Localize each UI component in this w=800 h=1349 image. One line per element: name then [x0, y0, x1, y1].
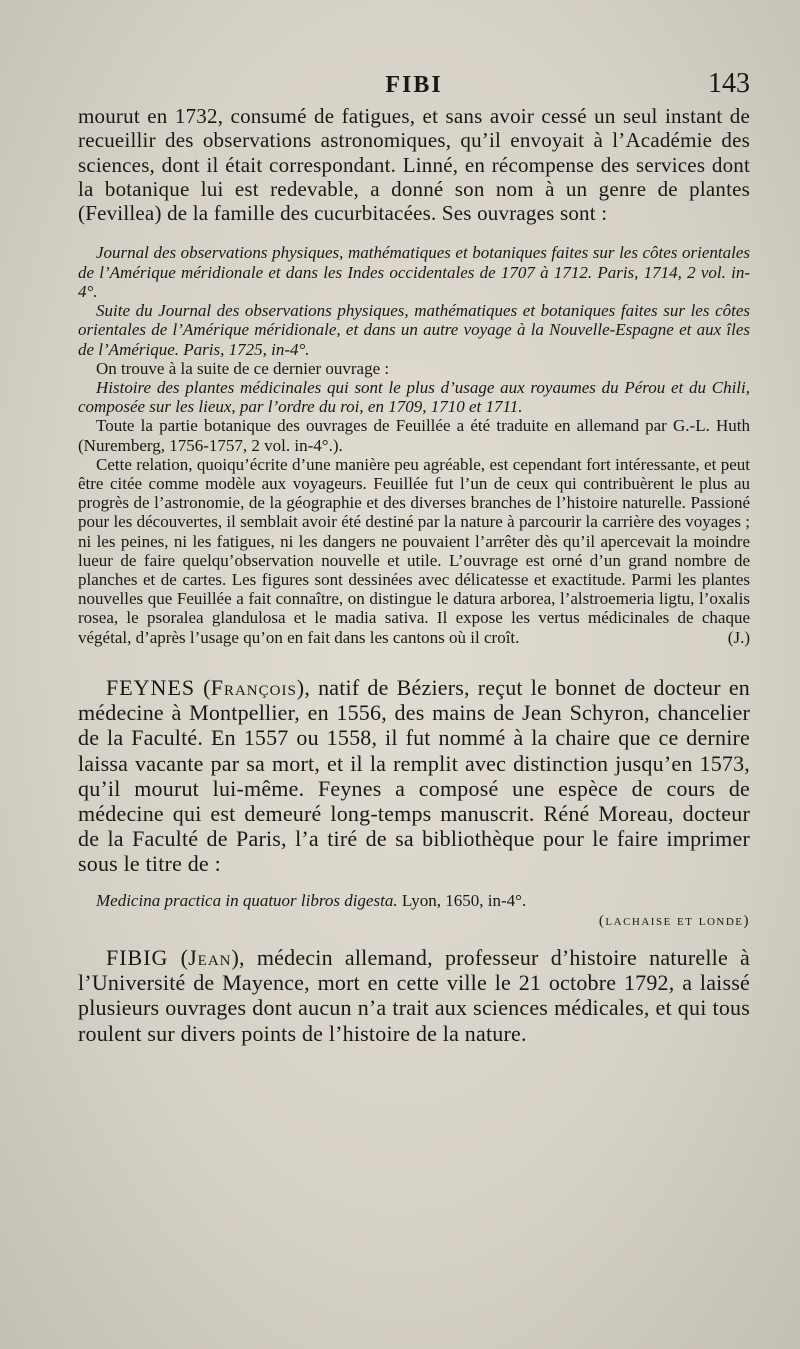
entry-name-fibig: FIBIG	[106, 944, 169, 970]
work-entry-histoire: Histoire des plantes médicinales qui sont le plus d’usage aux royaumes du Pérou et du Chili, composée sur les lieux, par l’ordre du roi, en 1709, 1710 et 1711.	[78, 377, 750, 417]
work-entry-commentary: Cette relation, quoiqu’écrite d’une manière peu agréable, est cependant fort intéressante, et peut être citée comme modèle aux voyageurs. Feuillée fut l’un de ceux qui contribuèrent le plus au progrès de l’astronomie, de la géographie et des diverses branches de l’histoire naturelle. Passioné pour les découvertes, il semblait avoir été destiné par la nature à parcourir la carrière des voyages ; ni les peines, ni les fatigues, ni les dangers ne pouvaient l’arrêter dès qu’il apercevait la moindre lueur de faire quelqu’observation nouvelle et utile. L’ouvrage est orné d’un grand nombre de planches et de cartes. Les figures sont dessinées avec délicatesse et exactitude. Parmi les plantes nouvelles que Feuillée a fait connaître, on distingue le datura arborea, l’alstroemeria ligtu, l’oxalis rosea, le psoralea glandulosa et le madia sativa. Il expose les vertus médicinales de chaque végétal, d’après l’usage qu’on en fait dans les cantons où il croît.	[78, 454, 750, 647]
entry-fibig: FIBIG (Jean), médecin allemand, professeur d’histoire naturelle à l’Université de Mayence, mort en cette ville le 21 octobre 1792, a laissé plusieurs ouvrages dont aucun n’a trait aux sciences médicales, et qui tous roulent sur divers points de l’histoire de la nature.	[78, 944, 750, 1046]
feynes-authors: (lachaise et londe)	[598, 912, 750, 929]
feynes-work	[78, 891, 750, 910]
feuillee-continuation-paragraph: mourut en 1732, consumé de fatigues, et sans avoir cessé un seul instant de recueillir des observations astronomiques, qu’il envoyait à l’Académie des sciences, dont il était correspondant. Linné, en récompense des services dont la botanique lui est redevable, a donné son nom à un genre de plantes (Fevillea) de la famille des cucurbitacées. Ses ouvrages sont :	[78, 104, 750, 226]
entry-forename-fibig: Jean	[188, 944, 232, 970]
entry-text-feynes: , natif de Béziers, reçut le bonnet de docteur en médecine à Montpellier, en 1556, des mains de Jean Schyron, chancelier de la Faculté. En 1557 ou 1558, il fut nommé à la chaire que ce dernire laissa vacante par sa mort, et il la remplit avec distinction jusqu’en 1573, qu’il mourut lui-même. Feynes a composé une espèce de cours de médecine qui est demeuré long-temps manuscrit. Réné Moreau, docteur de la Faculté de Paris, l’a tiré de sa bibliothèque pour le faire imprimer sous le titre de :	[78, 674, 750, 877]
entry-forename-feynes: François	[210, 674, 297, 700]
page-number: 143	[708, 68, 750, 99]
feuillee-works-list	[78, 243, 750, 646]
feynes-work-imprint: Lyon, 1650, in-4°.	[397, 890, 527, 910]
running-head: FIBI	[385, 72, 443, 98]
work-entry-note: On trouve à la suite de ce dernier ouvrage :	[96, 358, 390, 378]
work-entry-journal: Journal des observations physiques, mathématiques et botaniques faites sur les côtes orientales de l’Amérique méridionale et dans les Indes occidentales de 1707 à 1712. Paris, 1714, 2 vol. in-4°.	[78, 243, 750, 301]
entry-name-feynes: FEYNES	[106, 674, 196, 700]
entry-text-fibig: , médecin allemand, professeur d’histoire naturelle à l’Université de Mayence, mort en cette ville le 21 octobre 1792, a laissé plusieurs ouvrages dont aucun n’a trait aux sciences médicales, et qui tous roulent sur divers points de l’histoire de la nature.	[78, 944, 750, 1046]
page-header	[78, 68, 750, 104]
feynes-work-title: Medicina practica in quatuor libros digesta.	[96, 890, 398, 910]
author-signature: (J.)	[727, 627, 750, 647]
entry-feynes: FEYNES (François), natif de Béziers, reçut le bonnet de docteur en médecine à Montpellier, en 1556, des mains de Jean Schyron, chancelier de la Faculté. En 1557 ou 1558, il fut nommé à la chaire que ce dernire laissa vacante par sa mort, et il la remplit avec distinction jusqu’en 1573, qu’il mourut lui-même. Feynes a composé une espèce de cours de médecine qui est demeuré long-temps manuscrit. Réné Moreau, docteur de la Faculté de Paris, l’a tiré de sa bibliothèque pour le faire imprimer sous le titre de :	[78, 674, 750, 877]
work-entry-translation: Toute la partie botanique des ouvrages de Feuillée a été traduite en allemand par G.-L. Huth (Nuremberg, 1756-1757, 2 vol. in-4°.).	[78, 416, 750, 455]
work-entry-suite: Suite du Journal des observations physiques, mathématiques et botaniques faites sur les côtes orientales de l’Amérique méridionale, et dans un autre voyage à la Nouvelle-Espagne et aux îles de l’Amérique. Paris, 1725, in-4°.	[78, 301, 750, 359]
feynes-authors-line	[78, 910, 750, 931]
